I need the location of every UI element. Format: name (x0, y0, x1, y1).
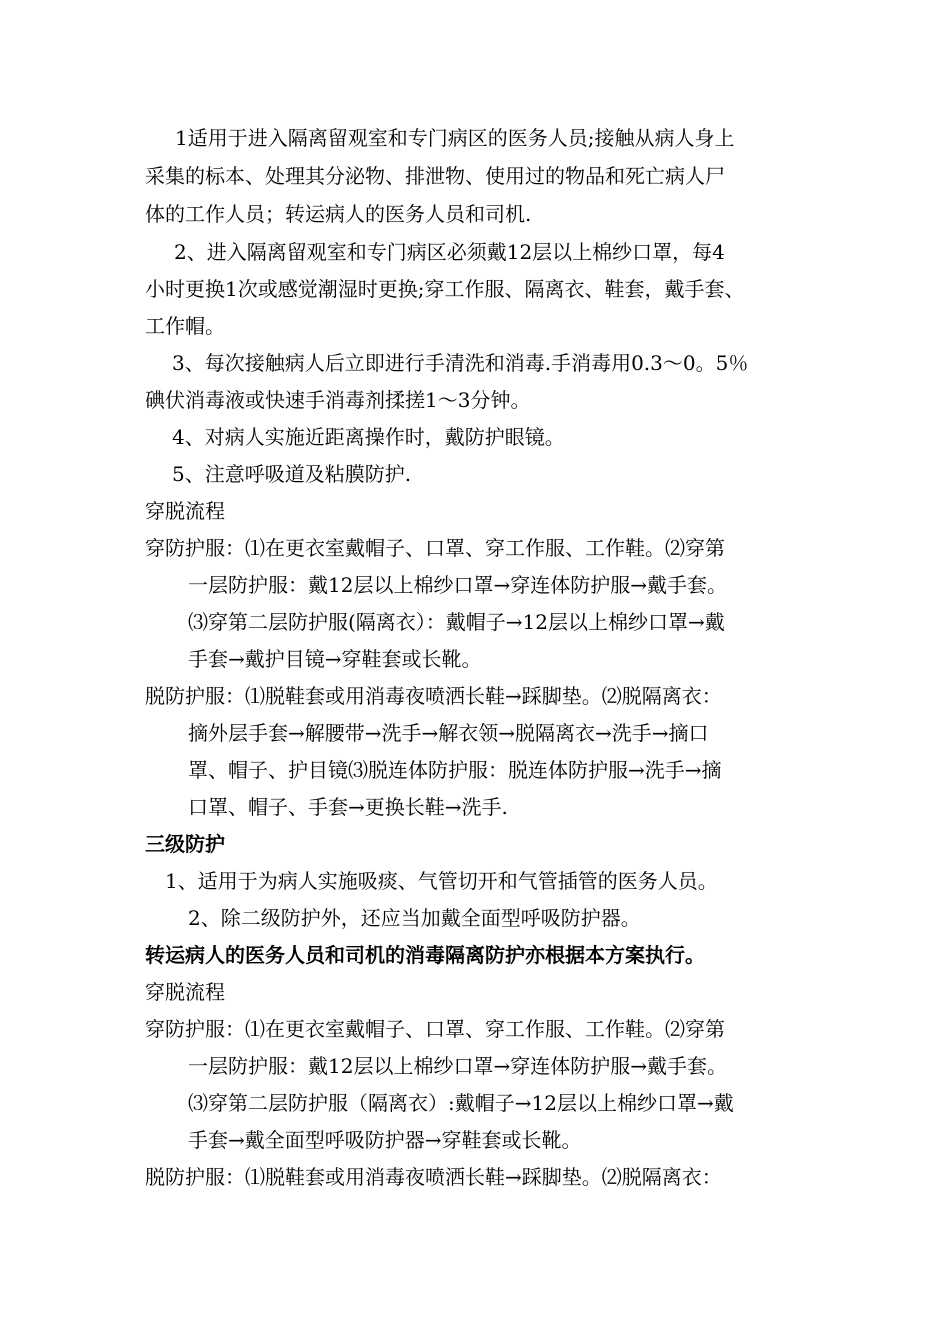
paragraph-line: 穿防护服：⑴在更衣室戴帽子、口罩、穿工作服、工作鞋。⑵穿第 (145, 1017, 725, 1041)
paragraph-line: 脱防护服：⑴脱鞋套或用消毒夜喷洒长鞋→踩脚垫。⑵脱隔离衣： (145, 1165, 722, 1189)
paragraph-line: ⑶穿第二层防护服（隔离衣）:戴帽子→12层以上棉纱口罩→戴 (188, 1091, 734, 1115)
paragraph-line: 2、进入隔离留观室和专门病区必须戴12层以上棉纱口罩，每4 (174, 240, 725, 264)
paragraph-line: 口罩、帽子、手套→更换长鞋→洗手. (188, 795, 508, 819)
paragraph-line: 体的工作人员；转运病人的医务人员和司机. (145, 202, 532, 226)
paragraph-line: 脱防护服：⑴脱鞋套或用消毒夜喷洒长鞋→踩脚垫。⑵脱隔离衣： (145, 684, 722, 708)
paragraph-line: 小时更换1次或感觉潮湿时更换;穿工作服、隔离衣、鞋套，戴手套、 (145, 277, 745, 301)
section-label: 穿脱流程 (145, 499, 225, 523)
paragraph-line: 1适用于进入隔离留观室和专门病区的医务人员;接触从病人身上 (175, 126, 735, 150)
paragraph-line: 2、除二级防护外，还应当加戴全面型呼吸防护器。 (188, 906, 641, 930)
paragraph-line: 穿防护服：⑴在更衣室戴帽子、口罩、穿工作服、工作鞋。⑵穿第 (145, 536, 725, 560)
paragraph-line: 采集的标本、处理其分泌物、排泄物、使用过的物品和死亡病人尸 (145, 164, 725, 188)
bold-statement: 转运病人的医务人员和司机的消毒隔离防护亦根据本方案执行。 (145, 943, 705, 967)
paragraph-line: 手套→戴护目镜→穿鞋套或长靴。 (188, 647, 482, 671)
paragraph-line: 1、适用于为病人实施吸痰、气管切开和气管插管的医务人员。 (165, 869, 718, 893)
section-label: 穿脱流程 (145, 980, 225, 1004)
section-heading: 三级防护 (145, 832, 225, 856)
paragraph-line: 工作帽。 (145, 314, 225, 338)
paragraph-line: 一层防护服：戴12层以上棉纱口罩→穿连体防护服→戴手套。 (188, 1054, 727, 1078)
paragraph-line: 碘伏消毒液或快速手消毒剂揉搓1～3分钟。 (145, 388, 531, 412)
paragraph-line: 手套→戴全面型呼吸防护器→穿鞋套或长靴。 (188, 1128, 582, 1152)
paragraph-line: 罩、帽子、护目镜⑶脱连体防护服：脱连体防护服→洗手→摘 (188, 758, 722, 782)
paragraph-line: 5、注意呼吸道及粘膜防护. (172, 462, 412, 486)
paragraph-line: ⑶穿第二层防护服(隔离衣）：戴帽子→12层以上棉纱口罩→戴 (188, 610, 725, 634)
paragraph-line: 一层防护服：戴12层以上棉纱口罩→穿连体防护服→戴手套。 (188, 573, 727, 597)
paragraph-line: 3、每次接触病人后立即进行手清洗和消毒.手消毒用0.3～0。5％ (172, 351, 749, 375)
paragraph-line: 摘外层手套→解腰带→洗手→解衣领→脱隔离衣→洗手→摘口 (188, 721, 709, 745)
paragraph-line: 4、对病人实施近距离操作时，戴防护眼镜。 (172, 425, 565, 449)
